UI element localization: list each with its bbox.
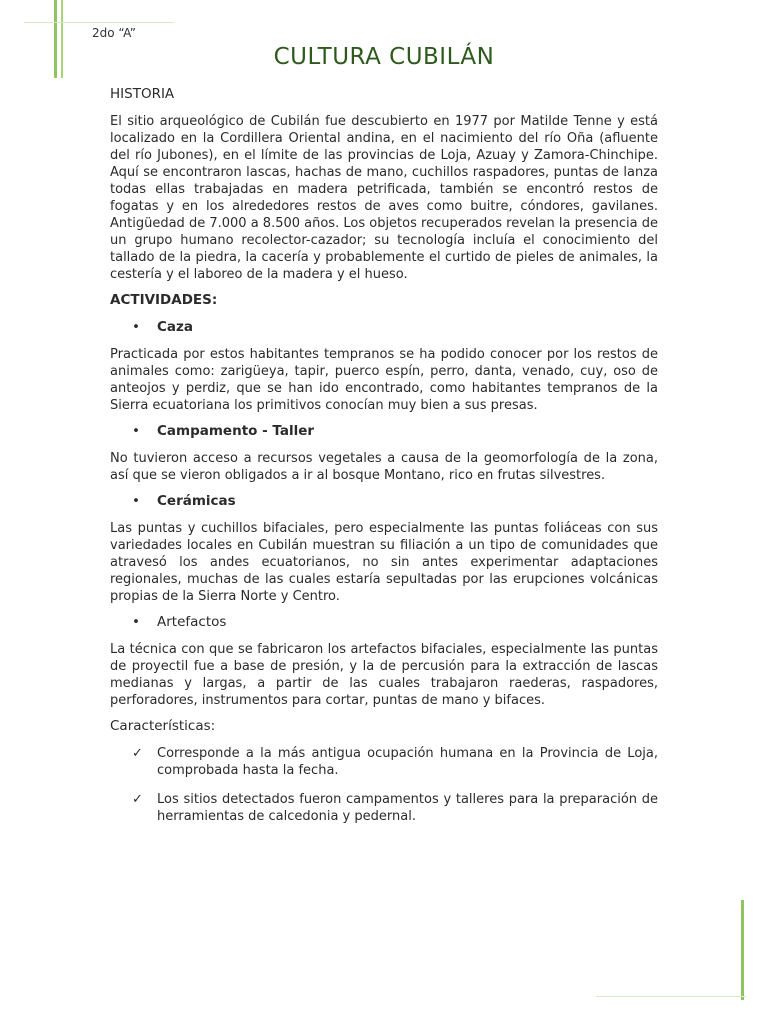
bullet-icon: • [132, 319, 140, 335]
bullet-icon: • [132, 423, 140, 439]
decorative-horizontal-line-top [24, 22, 174, 23]
bullet-icon: • [132, 614, 140, 630]
bullet-title: Cerámicas [157, 493, 236, 509]
grade-label: 2do “A” [92, 26, 137, 40]
decorative-vertical-line-right [741, 900, 744, 1000]
artefactos-paragraph: La técnica con que se fabricaron los artefactos bifaciales, especialmente las puntas de proyectil fue a base de presión, y la de percusión para la extracción de lascas medianas y largas, a partir de las cuales trabajaron raederas, raspadores, perforadores, instrumentos para cortar, puntas de mano y bifaces. [110, 642, 658, 708]
bullet-ceramicas [110, 493, 658, 510]
checkmark-icon: ✓ [132, 792, 143, 807]
page-title: CULTURA CUBILÁN [273, 44, 495, 70]
decorative-horizontal-line-bottom [596, 996, 746, 997]
bullet-title: Caza [157, 319, 193, 335]
bullet-icon: • [132, 493, 140, 509]
bullet-campamento [110, 423, 658, 440]
bullet-artefactos [110, 614, 658, 631]
document-body [110, 86, 658, 837]
section-heading-historia: HISTORIA [110, 86, 175, 102]
ceramicas-paragraph: Las puntas y cuchillos bifaciales, pero especialmente las puntas foliáceas con sus variedades locales en Cubilán muestran su filiación a un tipo de comunidades que atravesó los andes ecuatorianos, no sin antes experimentar adaptaciones regionales, muchas de las cuales estaría sepultadas por las erupciones volcánicas propias de la Sierra Norte y Centro. [110, 521, 658, 604]
caza-paragraph: Practicada por estos habitantes tempranos se ha podido conocer por los restos de animales como: zarigüeya, tapir, puerco espín, perro, danta, venado, cuy, oso de anteojos y perdiz, que se han ido encontrado, como habitantes tempranos de la Sierra ecuatoriana los primitivos conocían muy bien a sus presas. [110, 347, 658, 413]
bullet-title: Artefactos [157, 614, 227, 630]
historia-paragraph: El sitio arqueológico de Cubilán fue descubierto en 1977 por Matilde Tenne y está localizado en la Cordillera Oriental andina, en el nacimiento del río Oña (afluente del río Jubones), en el límite de las provincias de Loja, Azuay y Zamora-Chinchipe. Aquí se encontraron lascas, hachas de mano, cuchillos raspadores, puntas de lanza todas ellas trabajadas en madera petrificada, también se encontró restos de fogatas y en los alrededores restos de aves como buitre, cóndores, gavilanes. Antigüedad de 7.000 a 8.500 años. Los objetos recuperados revelan la presencia de un grupo humano recolector-cazador; su tecnología incluía el conocimiento del tallado de la piedra, la cacería y probablemente el curtido de pieles de animales, la cestería y el laboreo de la madera y el hueso. [110, 114, 658, 282]
check-item [110, 745, 658, 779]
campamento-paragraph: No tuvieron acceso a recursos vegetales a causa de la geomorfología de la zona, así que se vieron obligados a ir al bosque Montano, rico en frutas silvestres. [110, 451, 658, 483]
section-heading-actividades: ACTIVIDADES: [110, 292, 218, 308]
check-item-text: Corresponde a la más antigua ocupación humana en la Provincia de Loja, comprobada hasta la fecha. [157, 746, 658, 778]
check-item-text: Los sitios detectados fueron campamentos y talleres para la preparación de herramientas de calcedonia y pedernal. [157, 792, 658, 824]
section-heading-caracteristicas: Características: [110, 718, 216, 734]
checkmark-icon: ✓ [132, 746, 143, 761]
check-item [110, 791, 658, 825]
bullet-title: Campamento - Taller [157, 423, 315, 439]
bullet-caza [110, 319, 658, 336]
